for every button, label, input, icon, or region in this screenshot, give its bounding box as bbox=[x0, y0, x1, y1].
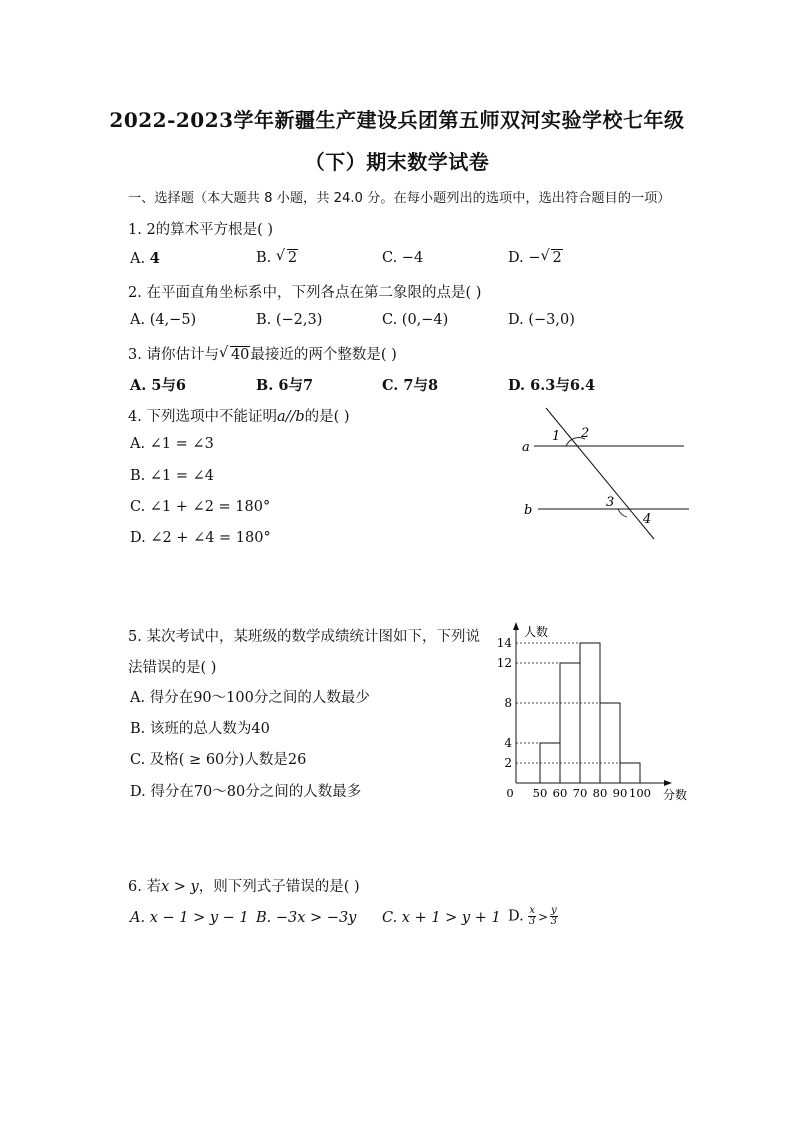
angle-label-1: 1 bbox=[552, 429, 561, 444]
denominator: 3 bbox=[550, 916, 558, 927]
question-6-option-b: B. −3x > −3y bbox=[256, 910, 357, 926]
stem-text: 的是( ) bbox=[304, 409, 350, 425]
question-3-option-a: A. 5与6 bbox=[130, 377, 187, 394]
option-value: 4 bbox=[149, 250, 160, 267]
question-6-stem bbox=[128, 875, 360, 896]
question-5-option-a: A. 得分在90～100分之间的人数最少 bbox=[130, 690, 370, 706]
stem-text: 3. 请你估计与 bbox=[128, 347, 219, 363]
question-2-option-b: B. (−2,3) bbox=[256, 312, 323, 328]
stem-text: 4. 下列选项中不能证明 bbox=[128, 409, 277, 425]
fraction-x-over-3 bbox=[528, 906, 536, 927]
option-value: −4 bbox=[401, 250, 424, 266]
fraction-y-over-3 bbox=[550, 906, 558, 927]
question-6-option-d bbox=[508, 906, 558, 927]
question-2-option-c: C. (0,−4) bbox=[382, 312, 449, 328]
question-6-option-a: A. x − 1 > y − 1 bbox=[130, 910, 249, 926]
x-tick-label: 50 bbox=[532, 786, 548, 800]
x-tick-label: 80 bbox=[592, 786, 608, 800]
y-axis-arrow bbox=[513, 622, 519, 630]
question-4-option-c: C. ∠1 + ∠2 = 180° bbox=[130, 499, 271, 515]
stem-text: 6. 若 bbox=[128, 879, 161, 895]
sqrt-symbol bbox=[219, 347, 250, 363]
section-heading: 一、选择题（本大题共 8 小题，共 24.0 分。在每小题列出的选项中，选出符合题目的一项） bbox=[128, 191, 671, 206]
question-1-stem: 1. 2的算术平方根是( ) bbox=[128, 222, 274, 238]
denominator: 3 bbox=[528, 916, 536, 927]
option-prefix: − bbox=[528, 250, 541, 266]
question-1-option-c bbox=[382, 250, 423, 266]
stem-text: ，则下列式子错误的是( ) bbox=[198, 879, 360, 895]
question-4-option-b: B. ∠1 = ∠4 bbox=[130, 468, 214, 484]
sqrt-symbol bbox=[276, 250, 298, 266]
question-1-option-a bbox=[130, 250, 160, 267]
question-5-option-d: D. 得分在70～80分之间的人数最多 bbox=[130, 784, 362, 800]
x-tick-label: 90 bbox=[612, 786, 628, 800]
numerator: x bbox=[529, 905, 535, 916]
question-3-option-d: D. 6.3与6.4 bbox=[508, 377, 596, 394]
stem-math: a//b bbox=[276, 409, 305, 425]
histogram-bar-70-80 bbox=[580, 643, 600, 783]
x-axis-label: 分数 bbox=[663, 788, 688, 802]
y-tick-label: 14 bbox=[496, 636, 512, 650]
question-3-stem bbox=[128, 343, 397, 364]
question-2-option-d: D. (−3,0) bbox=[508, 312, 575, 328]
option-label: D. bbox=[508, 250, 529, 266]
question-5-stem-line1: 5. 某次考试中，某班级的数学成绩统计图如下，下列说 bbox=[128, 629, 480, 645]
histogram-bar-60-70 bbox=[560, 663, 580, 783]
option-label: C. bbox=[382, 250, 402, 266]
question-1-option-d bbox=[508, 250, 563, 266]
angle-label-2: 2 bbox=[581, 426, 590, 441]
y-tick-label: 8 bbox=[504, 696, 512, 710]
question-2-stem: 2. 在平面直角坐标系中，下列各点在第二象限的点是( ) bbox=[128, 285, 482, 301]
radicand: 2 bbox=[552, 250, 562, 266]
angle-label-4: 4 bbox=[643, 512, 652, 527]
option-label: A. bbox=[130, 251, 150, 267]
option-label: D. bbox=[508, 908, 529, 925]
question-4-stem bbox=[128, 405, 350, 426]
numerator: y bbox=[551, 905, 557, 916]
radicand: 2 bbox=[287, 250, 298, 266]
score-histogram bbox=[488, 616, 708, 806]
question-1-option-b bbox=[256, 250, 298, 266]
y-tick-labels bbox=[497, 636, 513, 770]
histogram-bars bbox=[540, 643, 640, 783]
stem-math: x > y bbox=[160, 879, 199, 895]
question-4-option-a: A. ∠1 = ∠3 bbox=[130, 436, 214, 452]
y-tick-label: 12 bbox=[496, 656, 512, 670]
question-3-option-c: C. 7与8 bbox=[382, 377, 439, 394]
radicand: 40 bbox=[230, 347, 250, 363]
label-a: a bbox=[522, 440, 530, 455]
sqrt-symbol bbox=[540, 250, 562, 266]
parallel-lines-figure bbox=[518, 402, 698, 544]
y-tick-label: 2 bbox=[504, 756, 512, 770]
x-tick-labels bbox=[506, 786, 651, 800]
page-title-line2: （下）期末数学试卷 bbox=[304, 150, 490, 174]
histogram-bar-80-90 bbox=[600, 703, 620, 783]
x-tick-label: 100 bbox=[629, 786, 651, 800]
question-4-option-d: D. ∠2 + ∠4 = 180° bbox=[130, 530, 271, 546]
comparison-operator: > bbox=[537, 909, 549, 924]
angle-arc-3 bbox=[618, 509, 627, 517]
question-3-option-b: B. 6与7 bbox=[256, 377, 314, 394]
label-b: b bbox=[524, 503, 533, 518]
x-tick-label: 70 bbox=[572, 786, 588, 800]
question-6-option-c: C. x + 1 > y + 1 bbox=[382, 910, 501, 926]
question-2-option-a: A. (4,−5) bbox=[130, 312, 197, 328]
y-tick-label: 4 bbox=[504, 736, 512, 750]
transversal-line bbox=[546, 408, 654, 539]
page-title-line1: 2022-2023学年新疆生产建设兵团第五师双河实验学校七年级 bbox=[109, 108, 685, 132]
x-axis-arrow bbox=[664, 780, 672, 786]
x-tick-label: 0 bbox=[506, 786, 514, 800]
question-5-stem-line2: 法错误的是( ) bbox=[128, 660, 217, 676]
histogram-bar-90-100 bbox=[620, 763, 640, 783]
angle-label-3: 3 bbox=[606, 495, 615, 510]
question-5-option-b: B. 该班的总人数为40 bbox=[130, 721, 270, 737]
x-tick-label: 60 bbox=[552, 786, 568, 800]
y-axis-label: 人数 bbox=[524, 625, 549, 639]
option-label: B. bbox=[256, 250, 276, 266]
question-5-option-c: C. 及格( ≥ 60分)人数是26 bbox=[130, 752, 307, 768]
stem-text: 最接近的两个整数是( ) bbox=[250, 347, 397, 363]
